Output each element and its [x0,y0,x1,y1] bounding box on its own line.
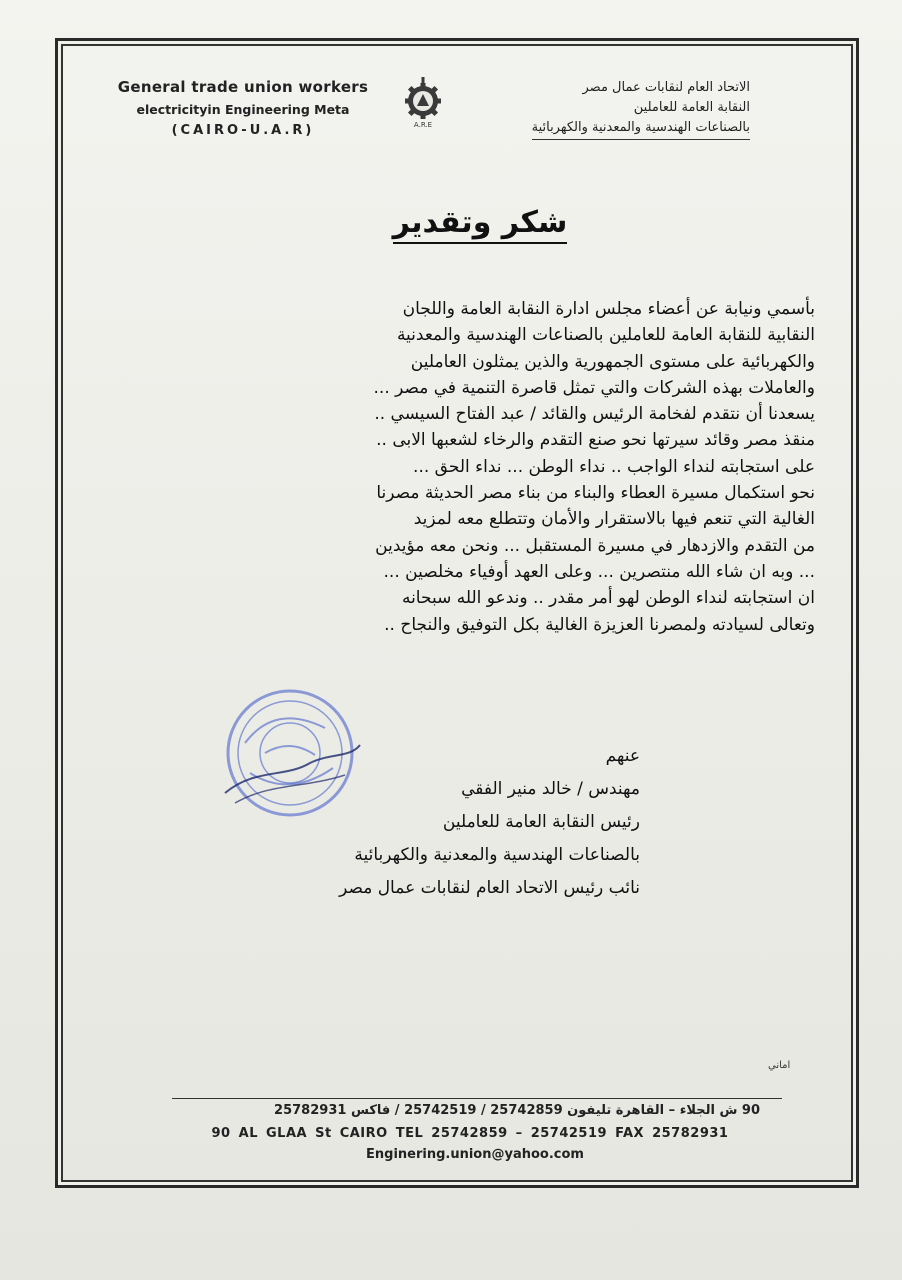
letter-title [380,205,580,240]
signature-block [180,740,640,905]
body-line: الغالية التي تنعم فيها بالاستقرار والأمان وتتطلع معه لمزيد [413,509,815,530]
body-line: منقذ مصر وقائد سيرتها نحو صنع التقدم والرخاء لشعبها الابى .. [376,430,815,451]
typist-note: اماني [768,1060,791,1071]
header-en-line2: electricityin Engineering Meta [136,102,350,117]
union-logo [400,76,456,136]
header-arabic [490,78,750,140]
body-line: النقابية للنقابة العامة للعاملين بالصناعات الهندسية والمعدنية [396,325,815,346]
footer-divider [172,1098,782,1099]
signature-line: بالصناعات الهندسية والمعدنية والكهربائية [354,845,640,865]
body-line: بأسمي ونيابة عن أعضاء مجلس ادارة النقابة العامة واللجان [402,299,815,319]
header-en-line3: (CAIRO-U.A.R) [171,123,315,138]
title-text: شكر وتقدير [393,205,568,244]
header-en-line1: General trade union workers [117,78,369,96]
letter-body [115,296,815,638]
body-line: والكهربائية على مستوى الجمهورية والذين يمثلون العاملين [410,351,815,372]
signature-line: نائب رئيس الاتحاد العام لنقابات عمال مصر [339,878,640,898]
address-arabic: 90 ش الجلاء – القاهرة تليفون 25742859 / 25742519 / فاكس 25782931 [274,1103,760,1118]
body-line: نحو استكمال مسيرة العطاء والبناء من بناء مصر الحديثة مصرنا [376,483,815,504]
signature-line: مهندس / خالد منير الفقي [461,779,640,799]
signature-line: رئيس النقابة العامة للعاملين [442,812,640,832]
body-line: ان استجابته لنداء الوطن لهو أمر مقدر .. وندعو الله سبحانه [401,588,815,609]
body-line: وتعالى لسيادته ولمصرنا العزيزة الغالية بكل التوفيق والنجاح .. [384,614,815,635]
body-line: على استجابته لنداء الواجب .. نداء الوطن ... نداء الحق ... [413,456,815,477]
header-english [108,78,378,138]
gear-emblem-icon [400,76,446,122]
address-english: 90 AL GLAA St CAIRO TEL 25742859 – 25742519 FAX 25782931 [211,1126,729,1141]
header-ar-line2: النقابة العامة للعاملين [633,100,750,115]
email-address: Enginering.union@yahoo.com [366,1147,584,1162]
body-line: ... وبه ان شاء الله منتصرين ... وعلى العهد أوفياء مخلصين ... [383,561,815,582]
body-line: يسعدنا أن نتقدم لفخامة الرئيس والقائد / عبد الفتاح السيسي .. [374,404,815,425]
header-ar-line1: الاتحاد العام لنقابات عمال مصر [582,80,750,95]
header-ar-line3: بالصناعات الهندسية والمعدنية والكهربائية [532,118,750,140]
signature-line: عنهم [605,746,640,766]
logo-caption: A.R.E [413,121,433,129]
body-line: والعاملات بهذه الشركات والتي تمثل قاصرة التنمية في مصر ... [373,377,815,398]
body-line: من التقدم والازدهار في مسيرة المستقبل ... ونحن معه مؤيدين [375,535,815,556]
